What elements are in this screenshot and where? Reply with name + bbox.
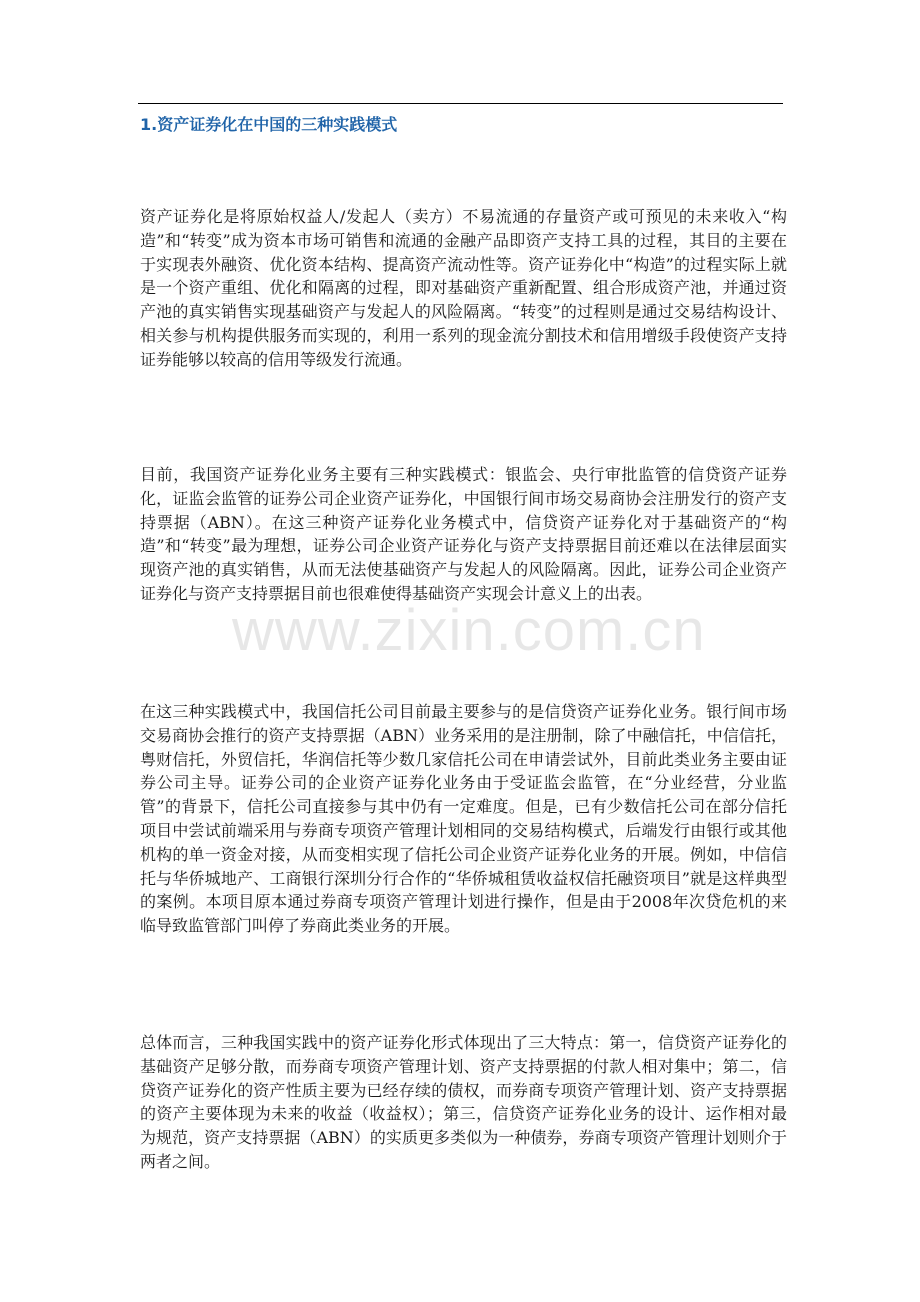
watermark: www.zixin.com.cn bbox=[232, 598, 706, 663]
paragraph-definition: 资产证券化是将原始权益人/发起人（卖方）不易流通的存量资产或可预见的未来收入“构造”和“转变”成为资本市场可销售和流通的金融产品即资产支持工具的过程，其目的主要在于实现表外融资、优化资本结构、提高资产流动性等。资产证券化中“构造”的过程实际上就是一个资产重组、优化和隔离的过程，即对基础资产重新配置、组合形成资产池，并通过资产池的真实销售实现基础资产与发起人的风险隔离。“转变”的过程则是通过交易结构设计、相关参与机构提供服务而实现的，利用一系列的现金流分割技术和信用增级手段使资产支持证券能够以较高的信用等级发行流通。 bbox=[140, 207, 787, 369]
top-divider bbox=[138, 103, 783, 104]
paragraph-trust-participation: 在这三种实践模式中，我国信托公司目前最主要参与的是信贷资产证券化业务。银行间市场交易商协会推行的资产支持票据（ABN）业务采用的是注册制，除了中融信托，中信信托，粤财信托，外贸信托，华润信托等少数几家信托公司在申请尝试外，目前此类业务主要由证券公司主导。证券公司的企业资产证券化业务由于受证监会监管，在“分业经营，分业监管”的背景下，信托公司直接参与其中仍有一定难度。但是，已有少数信托公司在部分信托项目中尝试前端采用与券商专项资产管理计划相同的交易结构模式，后端发行由银行或其他机构的单一资金对接，从而变相实现了信托公司企业资产证券化业务的开展。例如，中信信托与华侨城地产、工商银行深圳分行合作的“华侨城租赁收益权信托融资项目”就是这样典型的案例。本项目原本通过券商专项资产管理计划进行操作，但是由于2008年次贷危机的来临导致监管部门叫停了券商此类业务的开展。 bbox=[140, 702, 787, 936]
section-heading: 1.资产证券化在中国的三种实践模式 bbox=[140, 115, 398, 134]
paragraph-summary: 总体而言，三种我国实践中的资产证券化形式体现出了三大特点：第一，信贷资产证券化的基础资产足够分散，而券商专项资产管理计划、资产支持票据的付款人相对集中；第二，信贷资产证券化的资产性质主要为已经存续的债权，而券商专项资产管理计划、资产支持票据的资产主要体现为未来的收益（收益权）；第三，信贷资产证券化业务的设计、运作相对最为规范，资产支持票据（ABN）的实质更多类似为一种债券，券商专项资产管理计划则介于两者之间。 bbox=[140, 1033, 787, 1171]
paragraph-three-modes: 目前，我国资产证券化业务主要有三种实践模式：银监会、央行审批监管的信贷资产证券化，证监会监管的证券公司企业资产证券化，中国银行间市场交易商协会注册发行的资产支持票据（ABN）。在这三种资产证券化业务模式中，信贷资产证券化对于基础资产的“构造”和“转变”最为理想，证券公司企业资产证券化与资产支持票据目前还难以在法律层面实现资产池的真实销售，从而无法使基础资产与发起人的风险隔离。因此，证券公司企业资产证券化与资产支持票据目前也很难使得基础资产实现会计意义上的出表。 bbox=[140, 465, 787, 603]
